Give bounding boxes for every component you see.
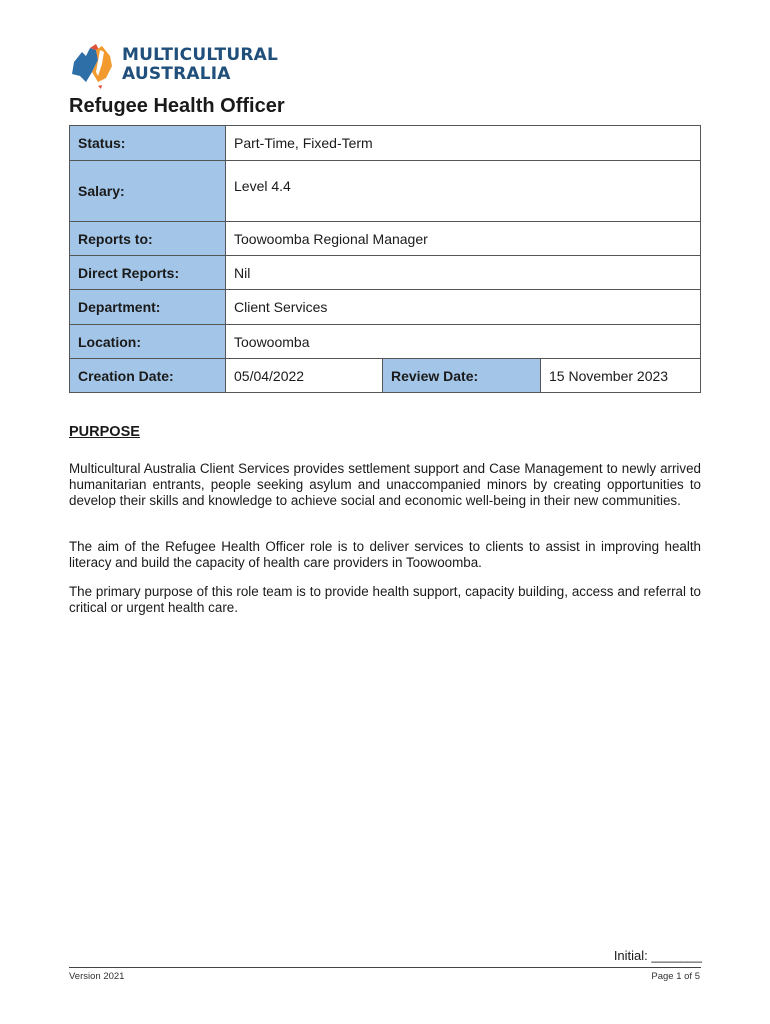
table-row: [70, 161, 701, 222]
purpose-paragraph-3: The primary purpose of this role team is to provide health support, capacity building, access and referral to critical or urgent health care.: [69, 584, 701, 615]
status-label: Status:: [70, 126, 226, 161]
purpose-paragraph-1: Multicultural Australia Client Services provides settlement support and Case Management to newly arrived humanitarian entrants, people seeking asylum and unaccompanied minors by creating opportunities to develop their skills and knowledge to achieve social and economic well-being in their new communities.: [69, 461, 701, 508]
review-date-value: 15 November 2023: [541, 359, 701, 393]
table-row: [70, 290, 701, 325]
table-row: [70, 325, 701, 359]
creation-date-label: Creation Date:: [70, 359, 226, 393]
logo-wordmark: [122, 46, 278, 84]
reports-to-label: Reports to:: [70, 222, 226, 256]
direct-reports-value: Nil: [226, 256, 701, 290]
table-row: [70, 359, 701, 393]
creation-date-value: 05/04/2022: [226, 359, 383, 393]
department-value: Client Services: [226, 290, 701, 325]
salary-value: Level 4.4: [226, 161, 701, 222]
logo: [68, 42, 279, 90]
location-value: Toowoomba: [226, 325, 701, 359]
footer-version: Version 2021: [69, 971, 125, 982]
table-row: [70, 126, 701, 161]
table-row: [70, 256, 701, 290]
page-title: Refugee Health Officer: [69, 95, 285, 117]
purpose-paragraph-2: The aim of the Refugee Health Officer role is to deliver services to clients to assist in improving health literacy and build the capacity of health care providers in Toowoomba.: [69, 539, 701, 570]
position-details-table: [69, 125, 701, 393]
review-date-label: Review Date:: [383, 359, 541, 393]
logo-line1: MULTICULTURAL: [122, 45, 279, 65]
department-label: Department:: [70, 290, 226, 325]
logo-line2: AUSTRALIA: [122, 64, 231, 84]
reports-to-value: Toowoomba Regional Manager: [226, 222, 701, 256]
salary-label: Salary:: [70, 161, 226, 222]
direct-reports-label: Direct Reports:: [70, 256, 226, 290]
initial-field: Initial: _______: [613, 948, 702, 963]
australia-map-icon: [68, 42, 120, 90]
table-row: [70, 222, 701, 256]
footer-page-number: Page 1 of 5: [651, 971, 700, 982]
status-value: Part-Time, Fixed-Term: [226, 126, 701, 161]
location-label: Location:: [70, 325, 226, 359]
purpose-heading: PURPOSE: [69, 424, 140, 440]
footer-divider: [69, 967, 701, 968]
